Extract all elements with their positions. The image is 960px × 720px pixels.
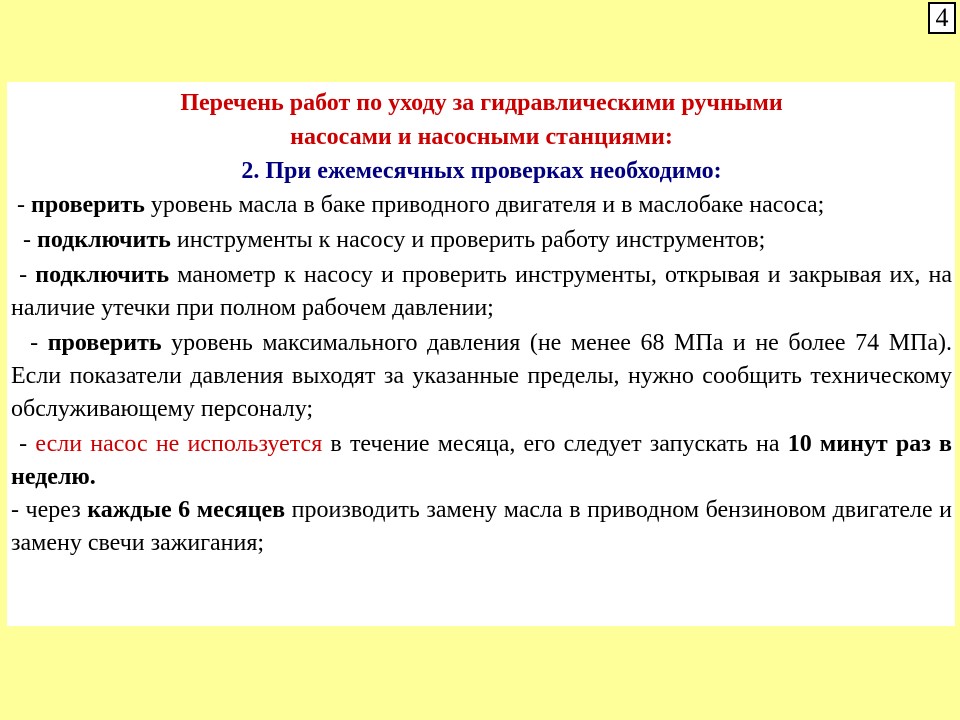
page-number: 4 bbox=[928, 2, 956, 34]
item-text: производить замену масла в приводном бензиновом двигателе и замену свечи зажигания; bbox=[11, 497, 952, 556]
title-line-2: насосами и насосными станциями: bbox=[290, 124, 673, 150]
content-box bbox=[7, 82, 955, 626]
title bbox=[11, 86, 952, 154]
item-verb: подключить bbox=[35, 262, 170, 288]
item-verb: проверить bbox=[47, 330, 162, 356]
item-highlight: если насос не используется bbox=[35, 431, 323, 457]
list-item-connect-manometer bbox=[11, 259, 952, 325]
subtitle: 2. При ежемесячных проверках необходимо: bbox=[241, 158, 722, 184]
item-verb: подключить bbox=[37, 227, 171, 253]
item-prefix: - bbox=[11, 192, 31, 218]
list-item-connect-tools bbox=[11, 224, 952, 257]
item-bold-end: 10 минут раз в неделю. bbox=[11, 431, 953, 490]
item-prefix: - bbox=[11, 262, 36, 288]
item-bold: каждые 6 месяцев bbox=[87, 497, 286, 523]
item-prefix: - bbox=[11, 431, 36, 457]
item-text: в течение месяца, его следует запускать на bbox=[322, 431, 788, 457]
list-item-unused-pump bbox=[11, 428, 952, 494]
list-item-check-oil bbox=[11, 189, 952, 222]
item-prefix: - через bbox=[11, 497, 88, 523]
title-line-1: Перечень работ по уходу за гидравлическими ручными bbox=[180, 90, 783, 116]
item-text: уровень масла в баке приводного двигателя и в маслобаке насоса; bbox=[144, 192, 825, 218]
item-prefix: - bbox=[20, 330, 48, 356]
item-prefix: - bbox=[17, 227, 37, 253]
item-text: уровень максимального давления (не менее 68 МПа и не более 74 МПа). Если показатели давления выходят за указанные пределы, нужно сообщить техническому обслуживающему персоналу; bbox=[11, 330, 953, 422]
list-item-check-pressure bbox=[11, 327, 952, 426]
item-text: манометр к насосу и проверить инструменты, открывая и закрывая их, на наличие утечки при полном рабочем давлении; bbox=[11, 262, 952, 321]
list-item-oil-change bbox=[11, 494, 952, 560]
item-text: инструменты к насосу и проверить работу инструментов; bbox=[170, 227, 766, 253]
item-verb: проверить bbox=[31, 192, 145, 218]
